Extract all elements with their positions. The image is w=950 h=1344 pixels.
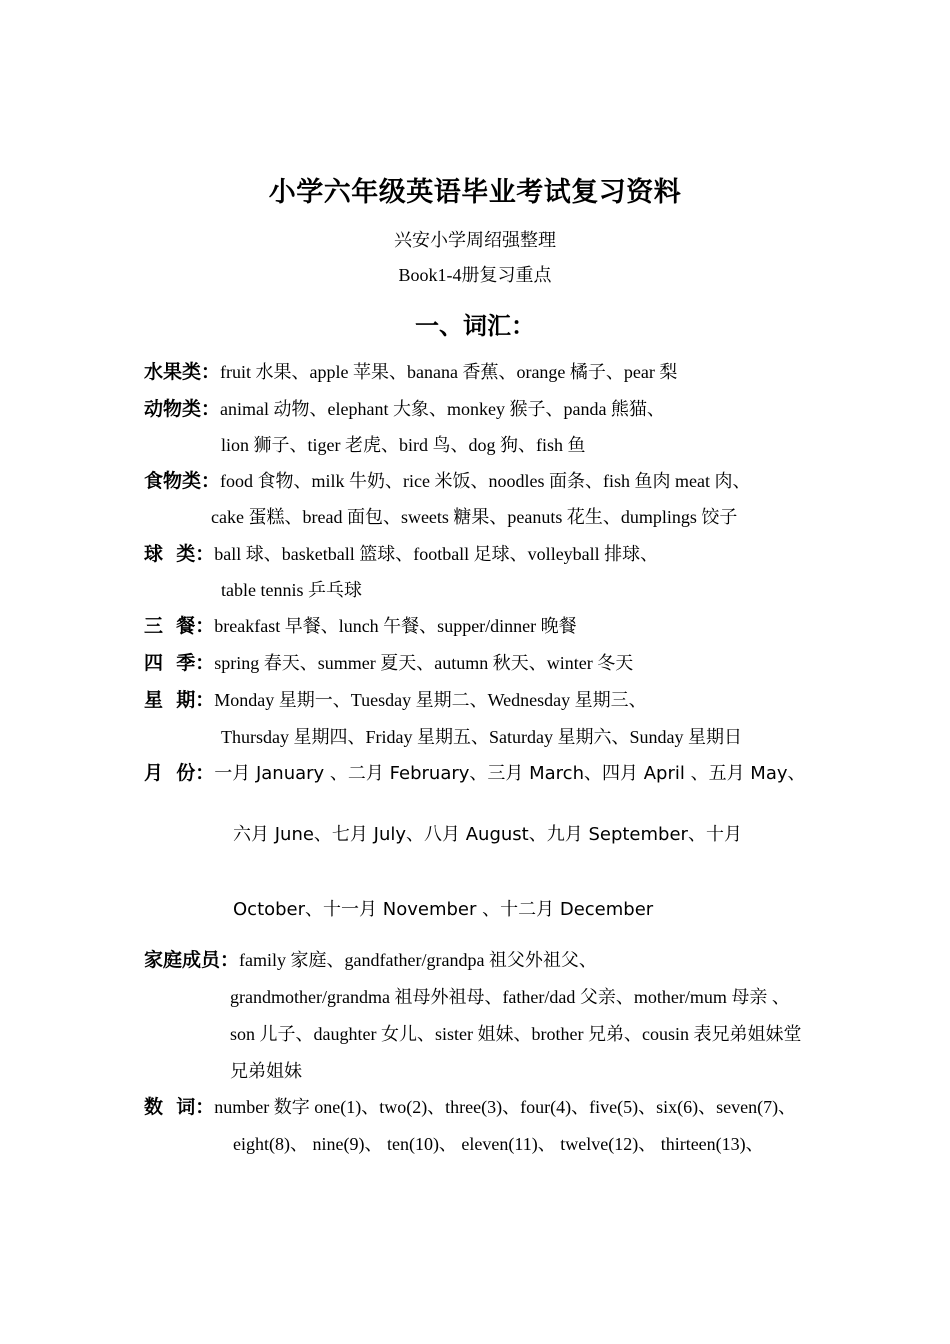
entry-text: number 数字 one(1)、two(2)、three(3)、four(4)、five(5)、six(6)、seven(7)、 [214,1097,797,1117]
section-heading: 一、词汇： [415,312,535,340]
entry-food [144,468,750,494]
entry-text: breakfast 早餐、lunch 午餐、supper/dinner 晚餐 [214,616,577,636]
entry-label: 三 餐： [144,615,215,637]
document-title: 小学六年级英语毕业考试复习资料 [268,177,682,208]
entry-meals [144,613,577,639]
entry-ball [144,541,658,567]
entry-numbers [144,1094,796,1120]
entry-label: 月 份： [144,762,215,784]
entry-text: fruit 水果、apple 苹果、banana 香蕉、orange 橘子、pear 梨 [220,362,678,382]
entry-label: 星 期： [144,689,215,711]
entry-text: animal 动物、elephant 大象、monkey 猴子、panda 熊猫、 [220,399,665,419]
entry-seasons [144,650,633,676]
entry-continuation: table tennis 乒乓球 [221,580,362,600]
entry-week [144,687,647,713]
entry-text: 一月 January 、二月 February、三月 March、四月 April 、五月 May、 [214,763,806,784]
entry-text: Monday 星期一、Tuesday 星期二、Wednesday 星期三、 [214,690,647,710]
entry-label: 家庭成员： [144,949,240,971]
entry-animal [144,396,665,422]
scope-line: Book1-4册复习重点 [398,265,552,285]
entry-label: 动物类： [144,398,221,420]
entry-label: 数 词： [144,1096,215,1118]
entry-label: 四 季： [144,652,215,674]
entry-continuation: grandmother/grandma 祖母外祖母、father/dad 父亲、mother/mum 母亲 、 [230,987,790,1007]
entry-continuation: lion 狮子、tiger 老虎、bird 鸟、dog 狗、fish 鱼 [221,435,586,455]
entry-family [144,947,597,973]
entry-fruit [144,359,677,385]
entry-label: 球 类： [144,543,215,565]
entry-continuation: October、十一月 November 、十二月 December [233,899,654,920]
entry-text: food 食物、milk 牛奶、rice 米饭、noodles 面条、fish 鱼肉 meat 肉、 [220,471,751,491]
entry-text: ball 球、basketball 篮球、football 足球、volleyball 排球、 [214,544,659,564]
entry-label: 食物类： [144,470,221,492]
entry-text: family 家庭、gandfather/grandpa 祖父外祖父、 [239,950,597,970]
entry-continuation: Thursday 星期四、Friday 星期五、Saturday 星期六、Sunday 星期日 [221,727,742,747]
entry-text: spring 春天、summer 夏天、autumn 秋天、winter 冬天 [214,653,634,673]
entry-months [144,760,806,787]
entry-continuation: 兄弟姐妹 [230,1061,302,1081]
entry-label: 水果类： [144,361,221,383]
entry-continuation: 六月 June、七月 July、八月 August、九月 September、十月 [233,824,742,845]
entry-continuation: eight(8)、 nine(9)、 ten(10)、 eleven(11)、 twelve(12)、 thirteen(13)、 [233,1134,764,1154]
entry-continuation: son 儿子、daughter 女儿、sister 姐妹、brother 兄弟、cousin 表兄弟姐妹堂 [230,1024,802,1044]
author-line: 兴安小学周绍强整理 [394,230,556,250]
entry-continuation: cake 蛋糕、bread 面包、sweets 糖果、peanuts 花生、dumplings 饺子 [211,507,738,527]
